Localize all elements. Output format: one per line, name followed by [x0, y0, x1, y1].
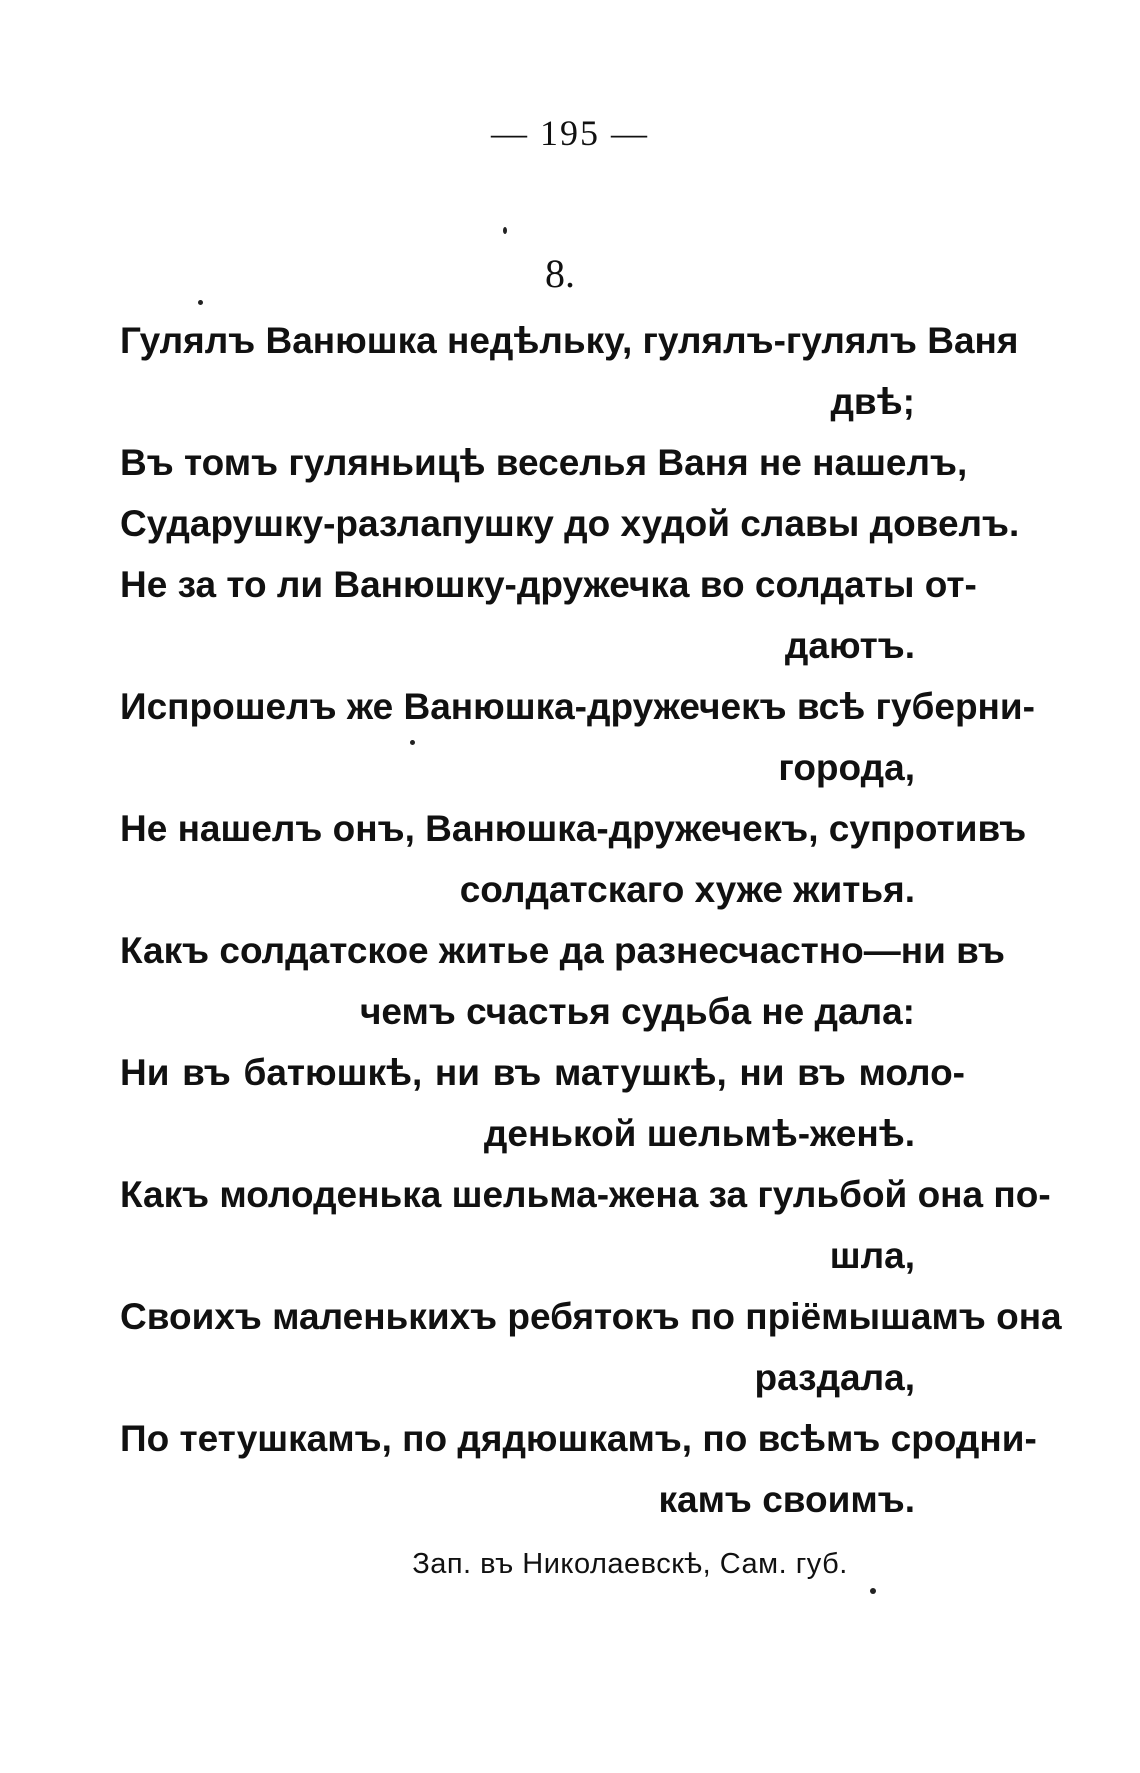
poem-line: По тетушкамъ, по дядюшкамъ, по всѣмъ сродни- [120, 1418, 1037, 1459]
source-note: Зап. въ Николаевскѣ, Сам. губ. [412, 1548, 848, 1580]
section-number: 8. [545, 251, 575, 296]
print-speck [503, 227, 507, 234]
poem-line: Своихъ маленькихъ ребятокъ по пріёмышамъ она [120, 1296, 1062, 1337]
poem-line: Гулялъ Ванюшка недѣльку, гулялъ-гулялъ Ваня [120, 320, 1019, 361]
poem-line: Сударушку-разлапушку до худой славы довелъ. [120, 503, 1020, 544]
poem-line: денькой шельмѣ-женѣ. [483, 1113, 915, 1154]
poem-line: Въ томъ гуляньицѣ веселья Ваня не нашелъ, [120, 442, 968, 483]
poem-line: солдатскаго хуже житья. [459, 869, 915, 910]
poem-line: камъ своимъ. [658, 1479, 915, 1520]
poem-line: чемъ счастья судьба не дала: [359, 991, 915, 1032]
poem-line: Какъ солдатское житье да разнесчастно—ни въ [120, 930, 1005, 971]
poem-line: раздала, [754, 1357, 915, 1398]
print-speck [198, 300, 203, 305]
page-number: — 195 — [491, 113, 649, 153]
poem-line: двѣ; [830, 381, 915, 422]
poem-text [120, 310, 1062, 1530]
print-speck [870, 1588, 876, 1594]
poem-line: города, [778, 747, 915, 788]
poem-line: Не за то ли Ванюшку-дружечка во солдаты от- [120, 564, 977, 605]
poem-line: Испрошелъ же Ванюшка-дружечекъ всѣ губерни- [120, 686, 1035, 727]
poem-line: даютъ. [784, 625, 915, 666]
poem-line: Ни въ батюшкѣ, ни въ матушкѣ, ни въ моло- [120, 1052, 965, 1093]
poem-line: Какъ молоденька шельма-жена за гульбой она по- [120, 1174, 1051, 1215]
poem-line: Не нашелъ онъ, Ванюшка-дружечекъ, супротивъ [120, 808, 1027, 849]
poem-line: шла, [829, 1235, 915, 1276]
